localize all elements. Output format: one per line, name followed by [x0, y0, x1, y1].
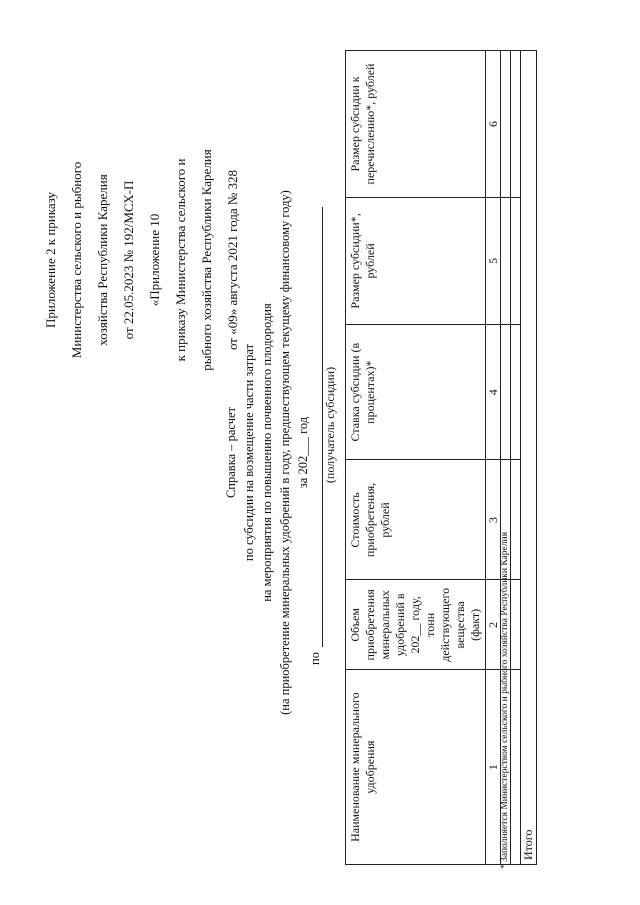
document-title [222, 0, 312, 905]
table-cell [511, 670, 521, 865]
table-cell [501, 197, 511, 324]
table-total-row [521, 51, 537, 865]
column-number: 3 [486, 460, 501, 580]
table-cell [511, 580, 521, 670]
appendix-line: хозяйства Республики Карелия [95, 174, 110, 346]
title-line: на мероприятия по повышению почвенного плодородия [260, 303, 274, 602]
header-cell: Размер субсидии*, рублей [346, 197, 486, 324]
total-label: Итого [521, 51, 537, 865]
appendix-line: от «09» августа 2021 года № 328 [225, 169, 240, 351]
table-cell [501, 324, 511, 460]
appendix-line: Министерства сельского и рыбного [69, 161, 84, 359]
title-line: (на приобретение минеральных удобрений в году, предшествующем текущему финансовому году) [278, 190, 292, 715]
title-line: за 202___ год [296, 416, 310, 489]
header-cell: Наименование минерального удобрения [346, 670, 486, 865]
recipient-prefix: по [308, 652, 322, 665]
header-cell: Стоимость приобретения, рублей [346, 460, 486, 580]
table-row [511, 51, 521, 865]
recipient-hint: (получатель субсидии) [323, 366, 337, 484]
header-cell: Ставка субсидии (в процентах)* [346, 324, 486, 460]
column-number: 5 [486, 197, 501, 324]
column-number: 6 [486, 51, 501, 198]
appendix-line: «Приложение 10 [147, 213, 162, 307]
column-number: 4 [486, 324, 501, 460]
appendix-header [38, 45, 246, 475]
table-cell [511, 51, 521, 198]
table-cell [511, 324, 521, 460]
footnote: * Заполняется Министерством сельского и рыбного хозяйства Республики Карелия [500, 532, 510, 869]
table-cell [511, 197, 521, 324]
title-line: по субсидии на возмещение части затрат [242, 343, 256, 562]
column-number: 2 [486, 580, 501, 670]
appendix-line: к приказу Министерства сельского и [173, 158, 188, 362]
table-cell [511, 460, 521, 580]
title-line: Справка – расчет [224, 406, 238, 499]
column-number: 1 [486, 670, 501, 865]
table-header-row [346, 51, 486, 865]
header-cell: Размер субсидии к перечислению*, рублей [346, 51, 486, 198]
table-number-row [486, 51, 501, 865]
appendix-line: от 22.05.2023 № 192/МСХ-П [121, 180, 136, 340]
header-cell: Объем приобретения минеральных удобрений в 202__ году, тонн действующего вещества (факт) [346, 580, 486, 670]
table-cell [501, 51, 511, 198]
appendix-line: Приложение 2 к приказу [43, 192, 58, 329]
appendix-line: рыбного хозяйства Республики Карелия [199, 149, 214, 371]
